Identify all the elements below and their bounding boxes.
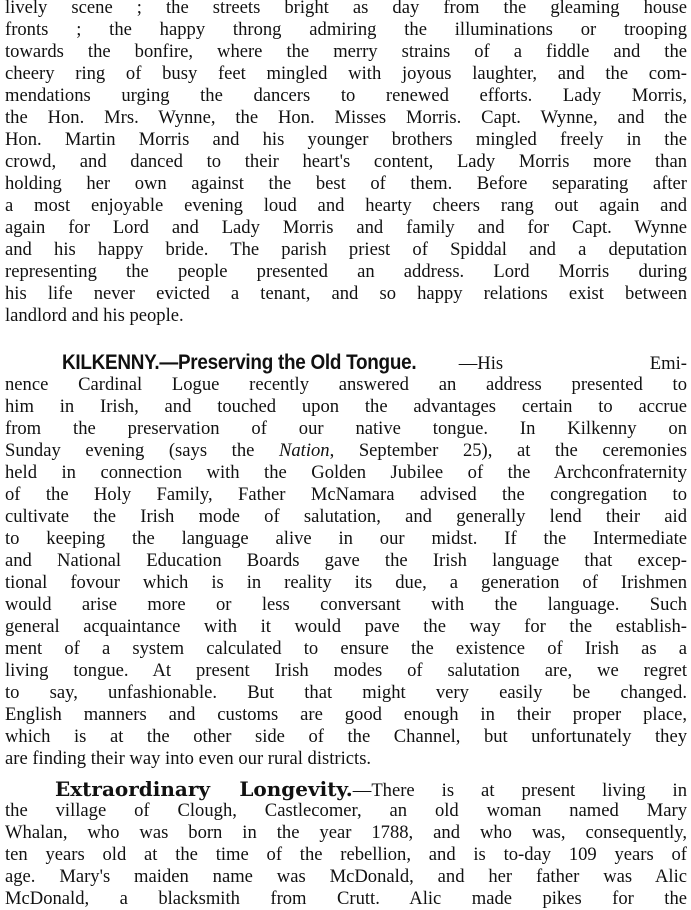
text-line: the Hon. Mrs. Wynne, the Hon. Misses Morris. Capt. Wynne, and the: [5, 107, 687, 128]
text-line: Hon. Martin Morris and his younger brothers mingled freely in the: [5, 129, 687, 150]
article-continuation-paragraph: [5, 0, 687, 327]
text-line: living tongue. At present Irish modes of salutation are, we regret: [5, 660, 687, 681]
text-line: his life never evicted a tenant, and so happy relations exist between: [5, 283, 687, 304]
article-heading: KILKENNY.—Preserving the Old Tongue.: [62, 351, 417, 374]
text-line: crowd, and danced to their heart's content, Lady Morris more than: [5, 151, 687, 172]
text-line: ment of a system calculated to ensure the existence of Irish as a: [5, 638, 687, 659]
text-line: age. Mary's maiden name was McDonald, and her father was Alic: [5, 866, 687, 887]
text-line: cultivate the Irish mode of salutation, and generally lend their aid: [5, 506, 687, 527]
text-line: of the Holy Family, Father McNamara advised the congregation to: [5, 484, 687, 505]
text-line: ten years old at the time of the rebellion, and is to-day 109 years of: [5, 844, 687, 865]
newspaper-page: [5, 0, 687, 910]
text-line: general acquaintance with it would pave the way for the establish-: [5, 616, 687, 637]
article-heading: Extraordinary Longevity.: [55, 777, 353, 801]
text-line: him in Irish, and touched upon the advantages certain to accrue: [5, 396, 687, 417]
text-fragment: —There is at present living in: [352, 780, 687, 801]
text-fragment: Sunday evening (says the: [5, 440, 279, 461]
text-line: McDonald, a blacksmith from Crutt. Alic made pikes for the: [5, 888, 687, 909]
text-line: are finding their way into even our rural districts.: [5, 748, 372, 769]
text-line: cheery ring of busy feet mingled with joyous laughter, and the com-: [5, 63, 687, 84]
text-line: which is at the other side of the Channel, but unfortunately they: [5, 726, 687, 747]
text-line: a most enjoyable evening loud and hearty cheers rang out again and: [5, 195, 687, 216]
text-line: towards the bonfire, where the merry strains of a fiddle and the: [5, 41, 687, 62]
text-line: and National Education Boards gave the Irish language that excep-: [5, 550, 687, 571]
text-fragment: , September 25), at the ceremonies: [329, 440, 687, 461]
text-line: mendations urging the dancers to renewed efforts. Lady Morris,: [5, 85, 687, 106]
text-line: would arise more or less conversant with the language. Such: [5, 594, 687, 615]
text-line: to say, unfashionable. But that might very easily be changed.: [5, 682, 687, 703]
text-line: from the preservation of our native tongue. In Kilkenny on: [5, 418, 687, 439]
text-line: English manners and customs are good enough in their proper place,: [5, 704, 687, 725]
text-line: [5, 352, 687, 374]
text-line: fronts ; the happy throng admiring the illuminations or trooping: [5, 19, 687, 40]
text-line: Whalan, who was born in the year 1788, and who was, consequently,: [5, 822, 687, 843]
text-line: held in connection with the Golden Jubilee of the Archconfraternity: [5, 462, 687, 483]
text-line: [5, 440, 687, 462]
text-line: and his happy bride. The parish priest of Spiddal and a deputation: [5, 239, 687, 260]
text-line: the village of Clough, Castlecomer, an old woman named Mary: [5, 800, 687, 821]
text-line: nence Cardinal Logue recently answered an address presented to: [5, 374, 687, 395]
text-line: tional fovour which is in reality its due, a generation of Irishmen: [5, 572, 687, 593]
text-line: lively scene ; the streets bright as day from the gleaming house: [5, 0, 687, 18]
newspaper-title: Nation: [278, 440, 330, 461]
text-line: landlord and his people.: [5, 305, 184, 326]
longevity-article: [5, 778, 687, 910]
text-line: again for Lord and Lady Morris and family and for Capt. Wynne: [5, 217, 687, 238]
text-line: to keeping the language alive in our midst. If the Intermediate: [5, 528, 687, 549]
text-fragment: —His Emi-: [458, 353, 687, 374]
text-line: [5, 778, 687, 800]
text-line: holding her own against the best of them. Before separating after: [5, 173, 687, 194]
text-line: representing the people presented an address. Lord Morris during: [5, 261, 687, 282]
kilkenny-article: [5, 352, 687, 770]
